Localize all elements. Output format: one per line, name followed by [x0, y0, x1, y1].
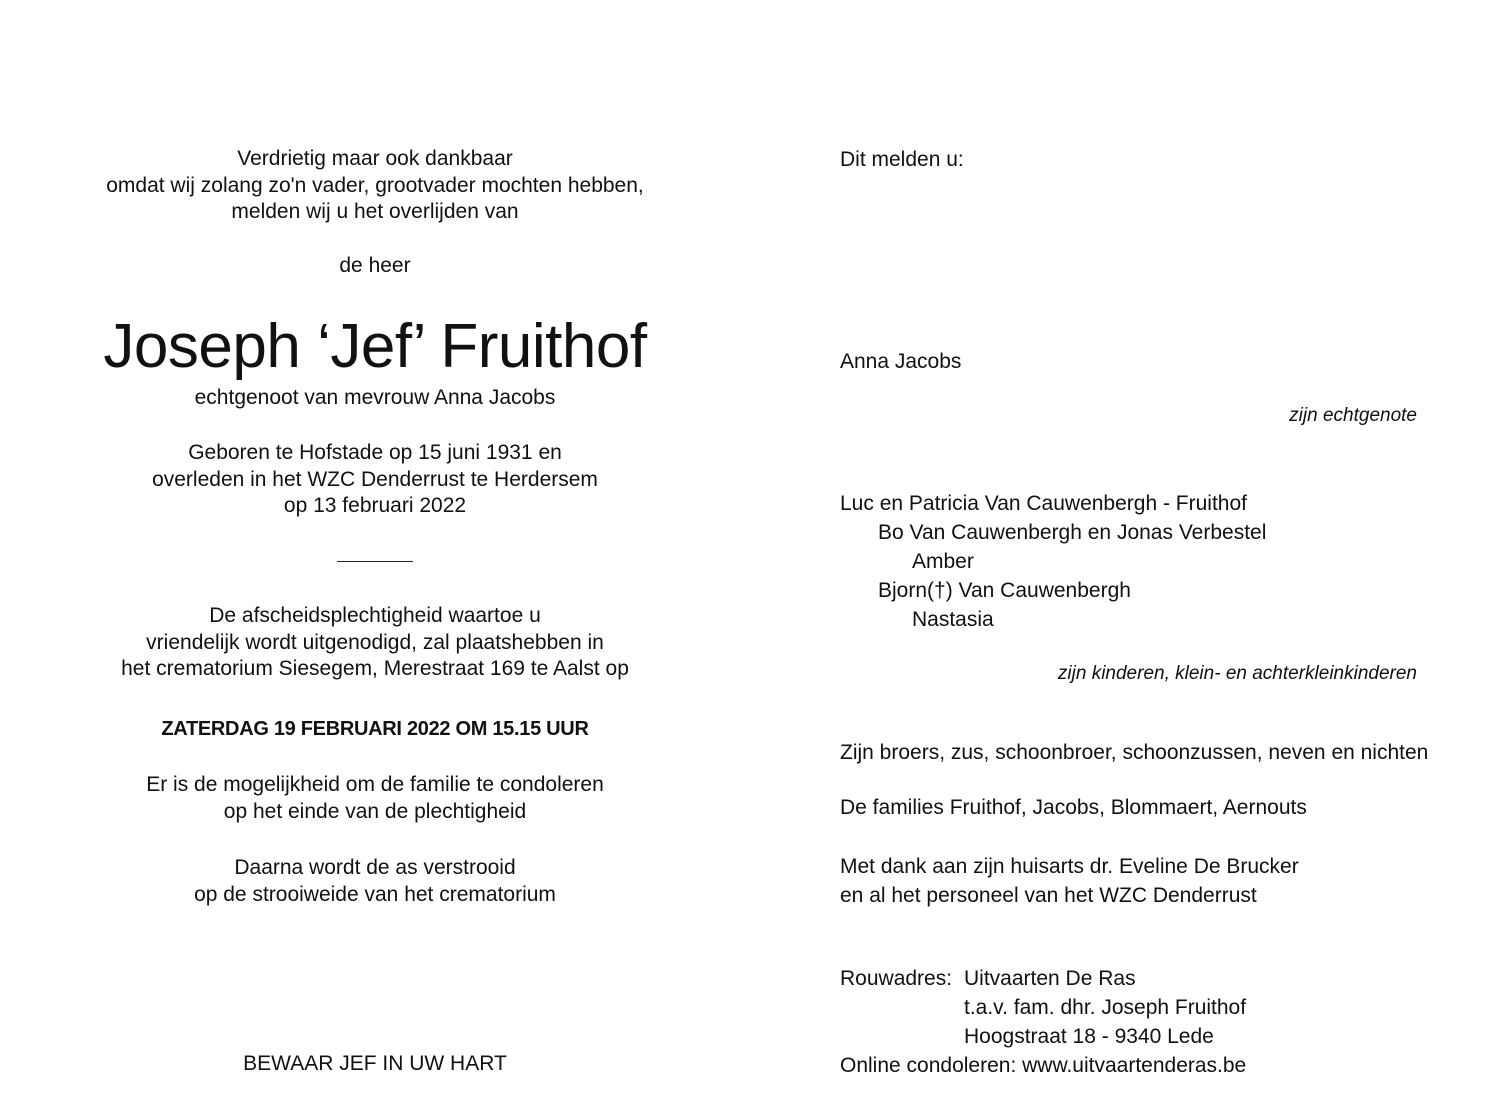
- list-item: Amber: [912, 550, 974, 573]
- condolence-line: Er is de mogelijkheid om de familie te condoleren: [146, 773, 604, 796]
- ceremony-date: ZATERDAG 19 FEBRUARI 2022 OM 15.15 UUR: [161, 718, 589, 740]
- ceremony-text: [60, 603, 690, 683]
- intro-line: omdat wij zolang zo'n vader, grootvader mochten hebben,: [106, 173, 644, 197]
- announcement-intro: Dit melden u:: [840, 148, 964, 171]
- online-condolence: Online condoleren: www.uitvaartenderas.be: [840, 1054, 1247, 1077]
- families-line: De families Fruithof, Jacobs, Blommaert, Aernouts: [840, 796, 1307, 819]
- address-label: Rouwadres:: [840, 967, 953, 990]
- address-line: Uitvaarten De Ras: [964, 967, 1136, 990]
- ceremony-line: vriendelijk wordt uitgenodigd, zal plaatshebben in: [146, 630, 604, 654]
- thanks-line: en al het personeel van het WZC Denderrust: [840, 884, 1257, 907]
- footer-motto: BEWAAR JEF IN UW HART: [243, 1052, 507, 1075]
- thanks-line: Met dank aan zijn huisarts dr. Eveline De Brucker: [840, 855, 1299, 878]
- birth-line: op 13 februari 2022: [283, 494, 467, 517]
- birth-line: overleden in het WZC Denderrust te Herdersem: [152, 467, 598, 491]
- children-list: [840, 489, 1480, 634]
- children-role: zijn kinderen, klein- en achterkleinkinderen: [1057, 663, 1417, 684]
- list-item: Luc en Patricia Van Cauwenbergh - Fruithof: [840, 492, 1247, 515]
- thanks-text: [840, 852, 1480, 910]
- list-item: Nastasia: [912, 608, 994, 631]
- siblings-line: Zijn broers, zus, schoonbroer, schoonzussen, neven en nichten: [840, 741, 1429, 764]
- birth-line: Geboren te Hofstade op 15 juni 1931 en: [188, 441, 562, 464]
- spouse-name: Anna Jacobs: [840, 350, 962, 373]
- address-line: t.a.v. fam. dhr. Joseph Fruithof: [964, 996, 1247, 1019]
- condolence-text: [60, 772, 690, 825]
- intro-text: [60, 146, 690, 226]
- intro-line: melden wij u het overlijden van: [231, 200, 519, 223]
- spouse-line: echtgenoot van mevrouw Anna Jacobs: [194, 386, 556, 409]
- birth-death-text: [60, 440, 690, 520]
- address-line: Hoogstraat 18 - 9340 Lede: [964, 1025, 1214, 1048]
- list-item: Bjorn(†) Van Cauwenbergh: [878, 579, 1131, 602]
- deceased-name: Joseph ‘Jef’ Fruithof: [103, 312, 647, 381]
- divider: [60, 561, 690, 562]
- ashes-text: [60, 855, 690, 908]
- list-item: Bo Van Cauwenbergh en Jonas Verbestel: [878, 521, 1267, 544]
- intro-line: Verdrietig maar ook dankbaar: [237, 147, 513, 170]
- ceremony-line: het crematorium Siesegem, Merestraat 169 te Aalst op: [121, 657, 629, 680]
- funeral-address: [840, 964, 1480, 1080]
- ceremony-line: De afscheidsplechtigheid waartoe u: [209, 604, 541, 627]
- spouse-role: zijn echtgenote: [1289, 405, 1417, 426]
- condolence-line: op het einde van de plechtigheid: [223, 799, 527, 823]
- title-prefix: de heer: [339, 254, 411, 277]
- ashes-line: op de strooiweide van het crematorium: [194, 882, 556, 906]
- ashes-line: Daarna wordt de as verstrooid: [234, 856, 516, 879]
